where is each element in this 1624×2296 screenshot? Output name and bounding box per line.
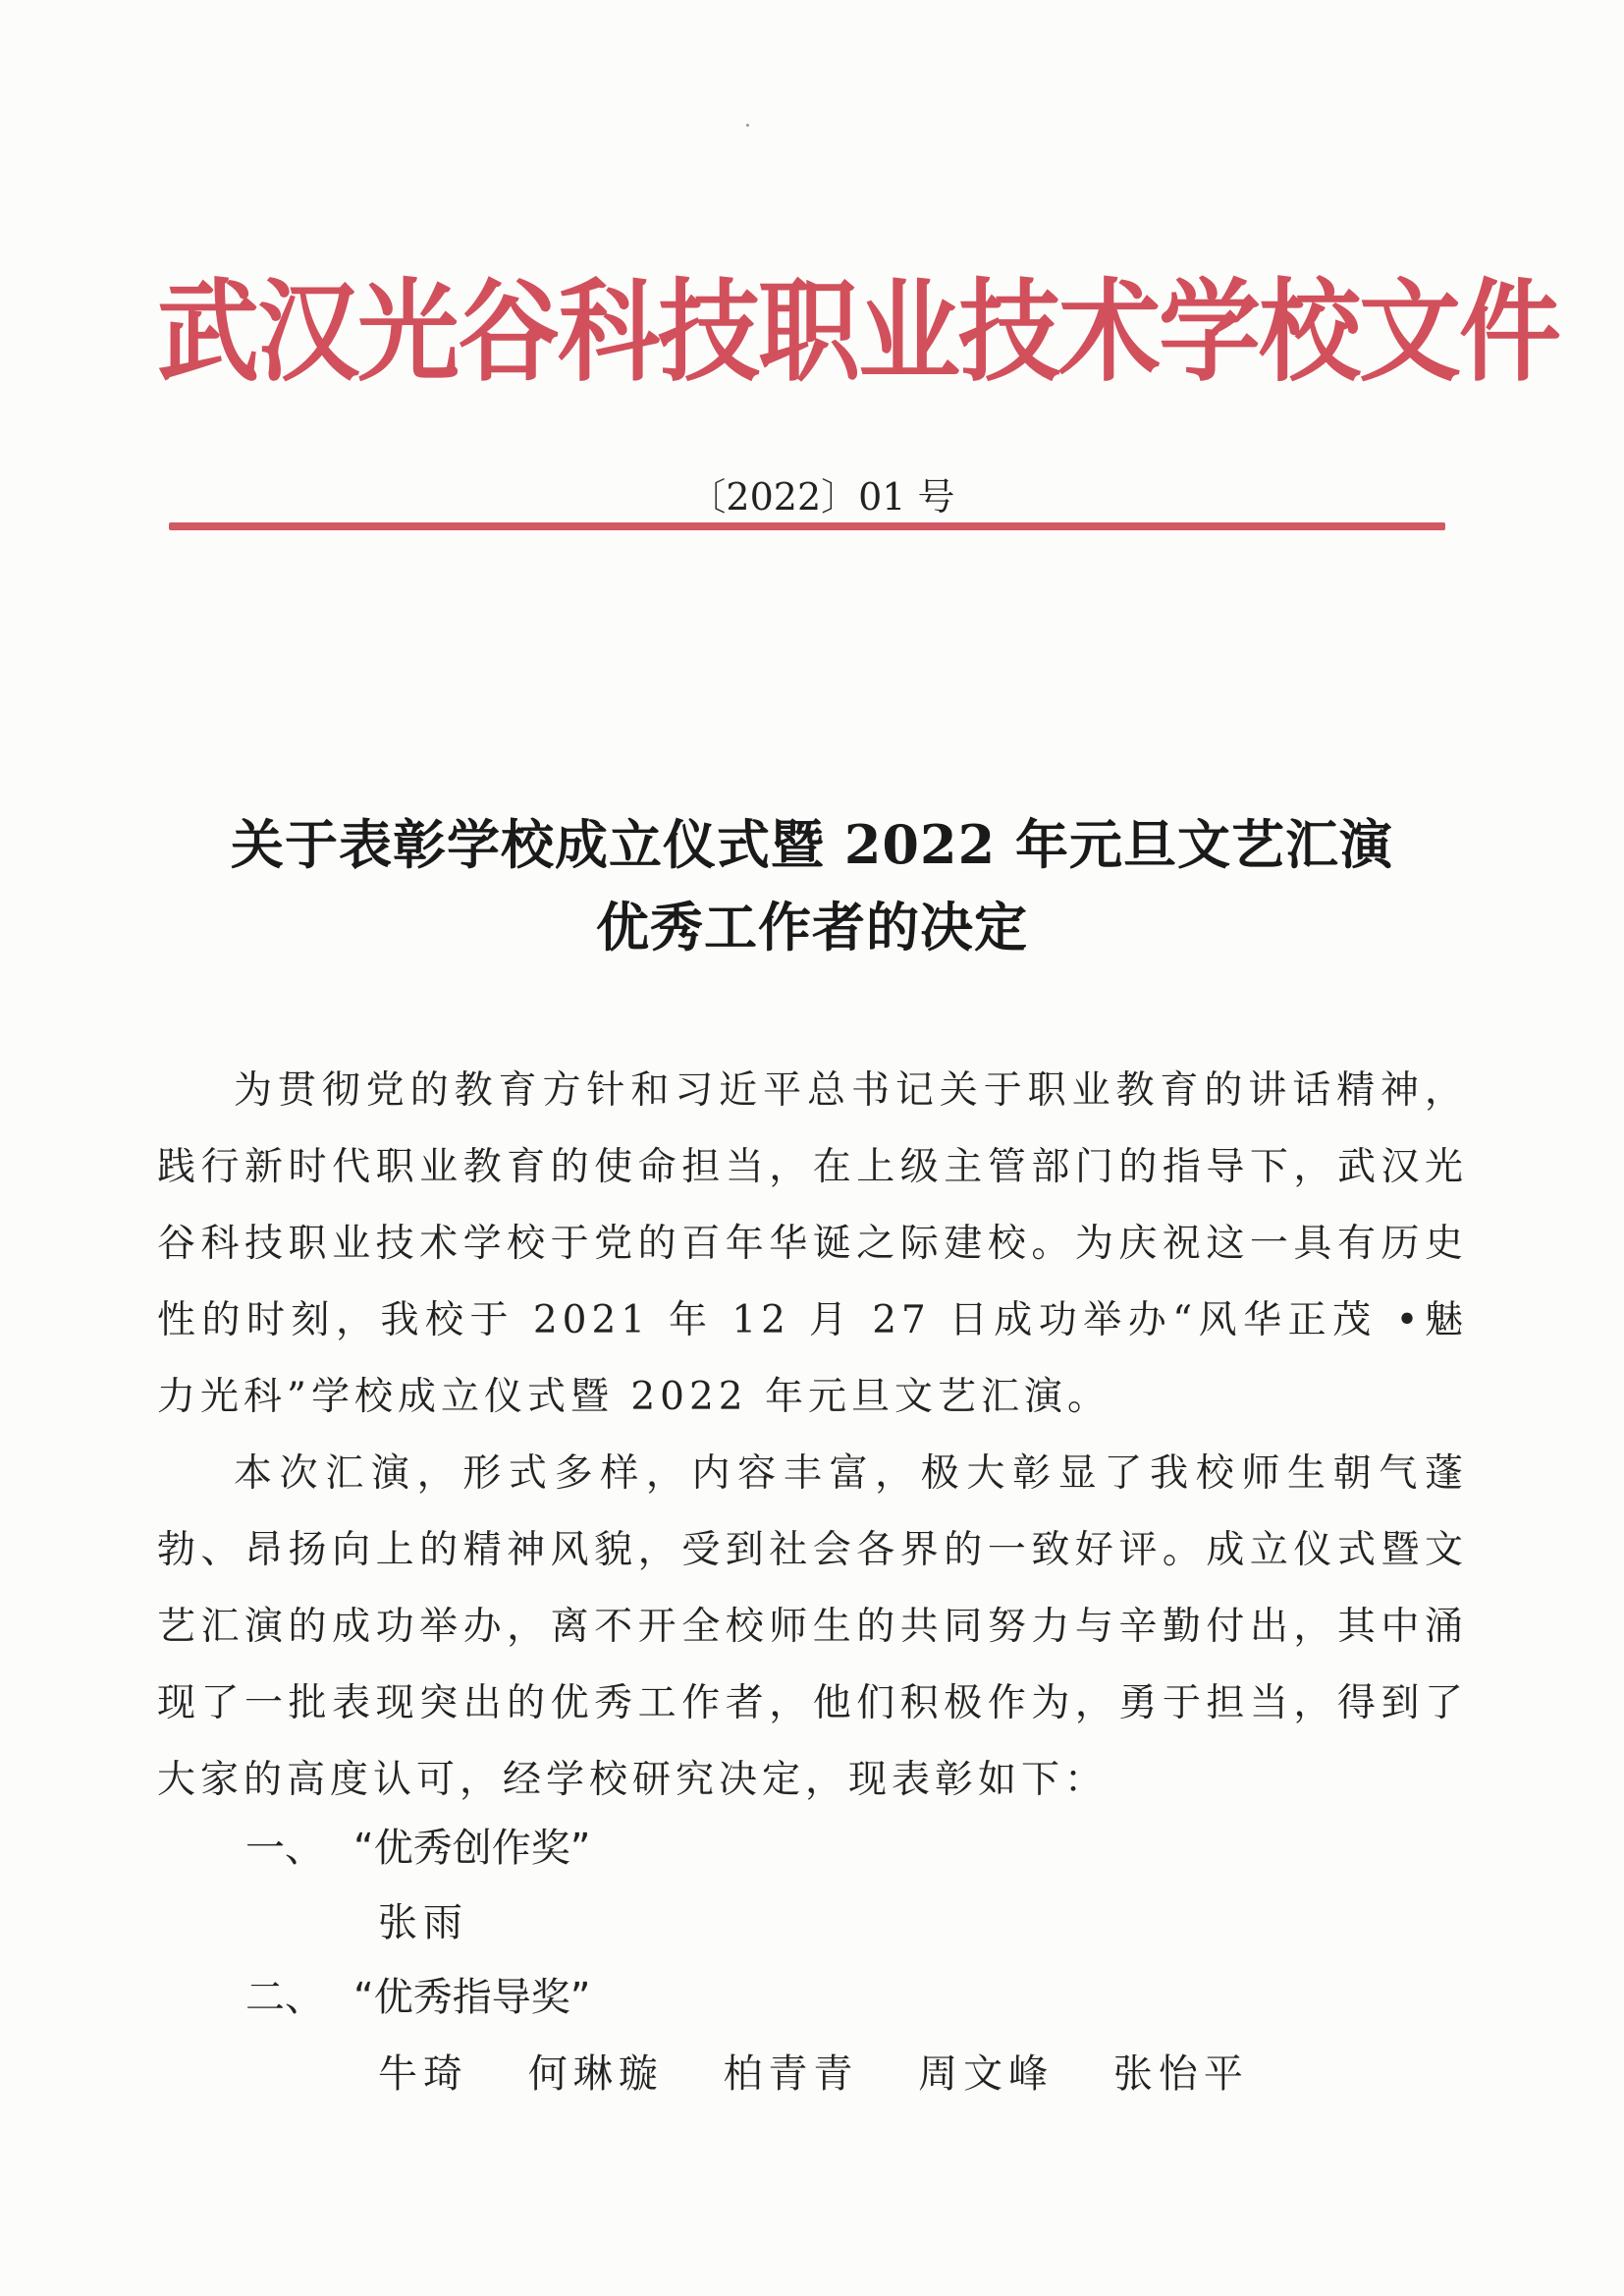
decision-title bbox=[0, 803, 1624, 968]
org-document-header-title: 武汉光谷科技职业技术学校文件 bbox=[157, 266, 1560, 397]
recipient-name: 周文峰 bbox=[918, 2051, 1055, 2097]
award-heading-1 bbox=[245, 1819, 590, 1878]
award-heading-2 bbox=[245, 1968, 590, 2027]
recipient-name: 牛琦 bbox=[378, 2051, 468, 2097]
award-number: 一、 bbox=[245, 1826, 324, 1871]
award-recipients-2 bbox=[378, 2045, 1290, 2104]
recipient-name: 何琳璇 bbox=[527, 2051, 664, 2097]
body-text bbox=[157, 1053, 1468, 1819]
award-name: “优秀指导奖” bbox=[353, 1975, 591, 2020]
body-paragraph-2: 本次汇演，形式多样，内容丰富，极大彰显了我校师生朝气蓬勃、昂扬向上的精神风貌，受到社会各界的一致好评。成立仪式暨文艺汇演的成功举办，离不开全校师生的共同努力与辛勤付出，其中涌现了一批表现突出的优秀工作者，他们积极作为，勇于担当，得到了大家的高度认可，经学校研究决定，现表彰如下： bbox=[157, 1451, 1468, 1802]
red-divider-rule bbox=[169, 522, 1445, 530]
body-paragraph-1: 为贯彻党的教育方针和习近平总书记关于职业教育的讲话精神，践行新时代职业教育的使命担当，在上级主管部门的指导下，武汉光谷科技职业技术学校于党的百年华诞之际建校。为庆祝这一具有历史性的时刻，我校于 2021 年 12 月 27 日成功举办“风华正茂 •魅力光科”学校成立仪式暨 2022 年元旦文艺汇演。 bbox=[157, 1068, 1468, 1419]
award-number: 二、 bbox=[245, 1975, 324, 2020]
recipient-name: 柏青青 bbox=[723, 2051, 859, 2097]
decision-title-line-1: 关于表彰学校成立仪式暨 2022 年元旦文艺汇演 bbox=[231, 813, 1393, 876]
award-recipients-1 bbox=[378, 1893, 510, 1952]
recipient-name: 张雨 bbox=[378, 1900, 468, 1945]
document-number: 〔2022〕01 号 bbox=[688, 475, 955, 519]
decision-title-line-2: 优秀工作者的决定 bbox=[596, 896, 1028, 958]
scan-speck bbox=[746, 124, 749, 127]
award-name: “优秀创作奖” bbox=[353, 1826, 591, 1871]
recipient-name: 张怡平 bbox=[1112, 2051, 1249, 2097]
